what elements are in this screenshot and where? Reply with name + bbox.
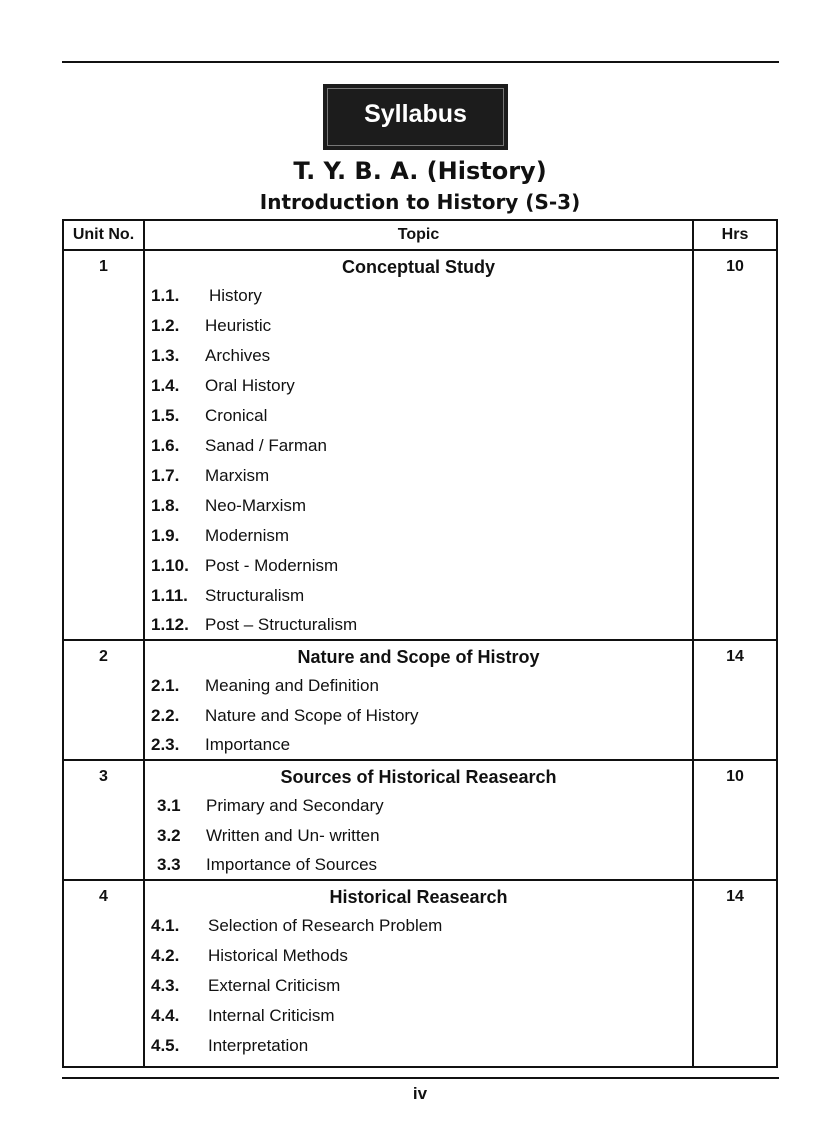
unit-row-2: [63, 640, 777, 760]
item-text: Neo-Marxism: [205, 496, 307, 515]
item-number: 3.3: [157, 855, 181, 874]
item-number: 1.8.: [151, 496, 180, 515]
item-number: 4.1.: [151, 916, 180, 935]
page-number: iv: [412, 1084, 428, 1103]
item-number: 1.9.: [151, 526, 180, 545]
list-item: [145, 281, 692, 311]
list-item: [145, 971, 692, 1001]
item-text: Importance of Sources: [206, 855, 378, 874]
list-item: [145, 431, 692, 461]
item-number: 4.2.: [151, 946, 180, 965]
item-number: 4.4.: [151, 1006, 180, 1025]
list-item: [145, 311, 692, 341]
item-text: Written and Un- written: [206, 826, 380, 845]
unit-topic-cell: [144, 760, 693, 880]
list-item: [145, 461, 692, 491]
unit-topic-cell: [144, 640, 693, 760]
item-number: 1.2.: [151, 316, 180, 335]
item-text: Archives: [205, 346, 271, 365]
list-item: [145, 401, 692, 431]
item-number: 2.1.: [151, 676, 180, 695]
syllabus-banner: [323, 84, 508, 150]
item-text: Oral History: [205, 376, 295, 395]
list-item: [145, 611, 692, 639]
item-number: 1.6.: [151, 436, 180, 455]
unit-number: 4: [63, 880, 144, 1067]
unit-heading: Conceptual Study: [341, 257, 495, 277]
unit-number: 1: [63, 250, 144, 640]
item-number: 1.12.: [151, 615, 189, 634]
unit-row-3: [63, 760, 777, 880]
table-header-row: [63, 220, 777, 250]
unit-hours: 14: [693, 640, 777, 760]
list-item: [145, 341, 692, 371]
item-text: Selection of Research Problem: [208, 916, 443, 935]
unit-number: 2: [63, 640, 144, 760]
list-item: [145, 371, 692, 401]
list-item: [145, 581, 692, 611]
item-text: Meaning and Definition: [205, 676, 379, 695]
list-item: [145, 731, 692, 759]
unit-hours: 14: [693, 880, 777, 1067]
item-text: Post – Structuralism: [205, 615, 358, 634]
item-text: Sanad / Farman: [205, 436, 327, 455]
item-text: Interpretation: [208, 1036, 309, 1055]
item-text: Post - Modernism: [205, 556, 339, 575]
header-unit-no: Unit No.: [63, 220, 144, 250]
item-number: 3.1: [157, 796, 181, 815]
list-item: [145, 551, 692, 581]
unit-row-1: [63, 250, 777, 640]
item-number: 1.3.: [151, 346, 180, 365]
list-item: [145, 821, 692, 851]
item-text: Internal Criticism: [208, 1006, 335, 1025]
item-number: 1.7.: [151, 466, 180, 485]
list-item: [145, 1001, 692, 1031]
list-item: [145, 941, 692, 971]
item-text: History: [209, 286, 262, 305]
list-item: [145, 851, 692, 879]
item-text: Nature and Scope of History: [205, 706, 419, 725]
unit-heading: Historical Reasearch: [329, 887, 508, 907]
item-number: 2.3.: [151, 735, 180, 754]
item-number: 1.4.: [151, 376, 180, 395]
item-text: External Criticism: [208, 976, 341, 995]
item-number: 4.3.: [151, 976, 180, 995]
unit-hours: 10: [693, 250, 777, 640]
list-item: [145, 791, 692, 821]
list-item: [145, 491, 692, 521]
unit-hours: 10: [693, 760, 777, 880]
item-text: Heuristic: [205, 316, 272, 335]
item-number: 3.2: [157, 826, 181, 845]
page-title: T. Y. B. A. (History): [293, 157, 547, 185]
page-subtitle: Introduction to History (S-3): [259, 190, 581, 214]
syllabus-table: [62, 219, 778, 1068]
item-text: Cronical: [205, 406, 268, 425]
header-hrs: Hrs: [693, 220, 777, 250]
list-item: [145, 911, 692, 941]
header-topic: Topic: [144, 220, 693, 250]
item-text: Marxism: [205, 466, 270, 485]
item-number: 2.2.: [151, 706, 180, 725]
unit-topic-cell: [144, 250, 693, 640]
unit-heading: Nature and Scope of Histroy: [297, 647, 540, 667]
item-number: 4.5.: [151, 1036, 180, 1055]
unit-row-4: [63, 880, 777, 1067]
list-item: [145, 521, 692, 551]
item-number: 1.1.: [151, 286, 180, 305]
list-item: [145, 1031, 692, 1061]
bottom-rule: [62, 1077, 779, 1079]
item-text: Modernism: [205, 526, 290, 545]
list-item: [145, 701, 692, 731]
item-text: Historical Methods: [208, 946, 348, 965]
unit-topic-cell: [144, 880, 693, 1067]
banner-text: Syllabus: [364, 99, 467, 128]
item-number: 1.10.: [151, 556, 189, 575]
unit-number: 3: [63, 760, 144, 880]
item-text: Importance: [205, 735, 291, 754]
unit-heading: Sources of Historical Reasearch: [280, 767, 557, 787]
item-number: 1.5.: [151, 406, 180, 425]
item-text: Structuralism: [205, 586, 305, 605]
list-item: [145, 671, 692, 701]
item-number: 1.11.: [151, 586, 188, 605]
top-rule: [62, 61, 779, 63]
item-text: Primary and Secondary: [206, 796, 384, 815]
